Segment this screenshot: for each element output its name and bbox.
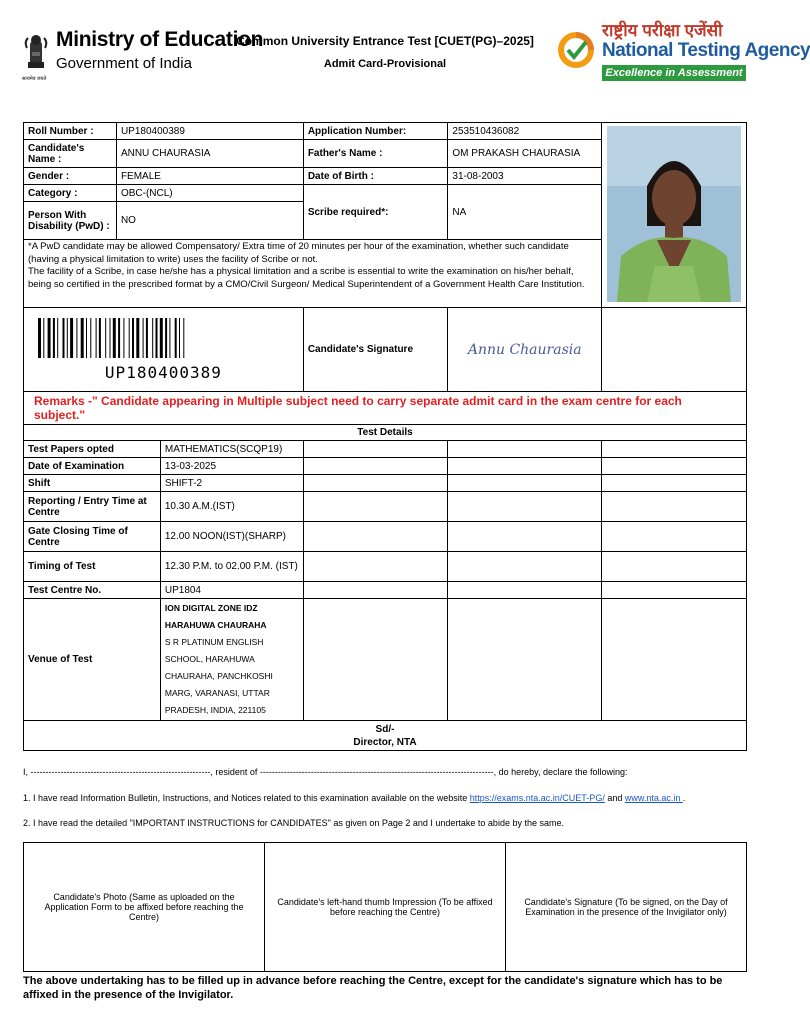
empty-cell bbox=[602, 475, 747, 492]
nta-link[interactable]: www.nta.ac.in bbox=[624, 793, 683, 803]
gate-closing-label: Gate Closing Time of Centre bbox=[24, 522, 161, 552]
roll-number-value: UP180400389 bbox=[116, 123, 303, 140]
exam-title: Common University Entrance Test [CUET(PG)–2025] bbox=[236, 34, 534, 48]
pwd-value: NO bbox=[116, 202, 303, 240]
shift-value: SHIFT-2 bbox=[160, 475, 303, 492]
empty-cell bbox=[602, 458, 747, 475]
centre-no-label: Test Centre No. bbox=[24, 582, 161, 599]
admit-card-table bbox=[23, 122, 747, 751]
test-papers-label: Test Papers opted bbox=[24, 441, 161, 458]
category-value: OBC-(NCL) bbox=[116, 185, 303, 202]
signature-label: Candidate's Signature bbox=[303, 308, 448, 392]
dob-value: 31-08-2003 bbox=[448, 168, 602, 185]
scribe-value: NA bbox=[448, 185, 602, 240]
ministry-logo bbox=[22, 22, 264, 82]
barcode-bar bbox=[96, 318, 97, 358]
barcode-bar bbox=[143, 318, 144, 358]
centre-no-value: UP1804 bbox=[160, 582, 303, 599]
barcode-bar bbox=[119, 318, 121, 358]
barcode-cell bbox=[24, 308, 304, 392]
father-name-value: OM PRAKASH CHAURASIA bbox=[448, 140, 602, 168]
gender-label: Gender : bbox=[24, 168, 117, 185]
candidate-name-label: Candidate's Name : bbox=[24, 140, 117, 168]
document-title: Admit Card-Provisional bbox=[323, 58, 447, 70]
director-signoff bbox=[24, 721, 747, 751]
barcode-bar bbox=[81, 318, 84, 358]
empty-cell bbox=[602, 582, 747, 599]
footer-note: The above undertaking has to be filled up in advance before reaching the Centre, except for the candidate's signature which has to be affixed in the presence of the Invigilator. bbox=[23, 975, 723, 1001]
photo-cell-tail bbox=[602, 308, 747, 392]
application-number-value: 253510436082 bbox=[448, 123, 602, 140]
test-details-heading: Test Details bbox=[24, 425, 747, 441]
barcode-bar bbox=[99, 318, 101, 358]
empty-cell bbox=[303, 441, 448, 458]
empty-cell bbox=[602, 599, 747, 721]
remarks: Remarks -" Candidate appearing in Multiple subject need to carry separate admit card in the exam centre for each subject." bbox=[24, 392, 747, 425]
ministry-title: Ministry of Education bbox=[56, 28, 264, 51]
barcode-bar bbox=[156, 318, 158, 358]
empty-cell bbox=[448, 582, 602, 599]
barcode-bar bbox=[175, 318, 177, 358]
candidate-name-value: ANNU CHAURASIA bbox=[116, 140, 303, 168]
barcode-bar bbox=[67, 318, 68, 358]
declaration-line-1: I, ------------------------------------------------------------, resident of ------------------------------------------------------------------------------, do hereby, declare the following: bbox=[23, 767, 628, 777]
barcode-bar bbox=[86, 318, 87, 358]
shift-label: Shift bbox=[24, 475, 161, 492]
thumb-impression-box: Candidate's left-hand thumb Impression (To be affixed before reaching the Centre) bbox=[265, 843, 506, 972]
barcode-bar bbox=[91, 318, 92, 358]
barcode-bar bbox=[71, 318, 74, 358]
photo-cell bbox=[602, 123, 747, 308]
barcode-bar bbox=[58, 318, 59, 358]
declaration-line-3: 2. I have read the detailed "IMPORTANT INSTRUCTIONS for CANDIDATES" as given on Page 2 and I undertake to abide by the same. bbox=[23, 818, 564, 828]
empty-cell bbox=[448, 441, 602, 458]
dob-label: Date of Birth : bbox=[303, 168, 448, 185]
gender-value: FEMALE bbox=[116, 168, 303, 185]
national-emblem-icon bbox=[22, 26, 50, 74]
empty-cell bbox=[602, 552, 747, 582]
empty-cell bbox=[448, 458, 602, 475]
barcode-bar bbox=[132, 318, 134, 358]
cuet-pg-link[interactable]: https://exams.nta.ac.in/CUET-PG/ bbox=[469, 793, 605, 803]
timing-value: 12.30 P.M. to 02.00 P.M. (IST) bbox=[160, 552, 303, 582]
empty-cell bbox=[448, 552, 602, 582]
director-text: Director, NTA bbox=[353, 736, 417, 748]
father-name-label: Father's Name : bbox=[303, 140, 448, 168]
scribe-label: Scribe required*: bbox=[303, 185, 448, 240]
roll-number-label: Roll Number : bbox=[24, 123, 117, 140]
barcode-bar bbox=[106, 318, 107, 358]
declaration-line-2 bbox=[23, 793, 685, 803]
application-number-label: Application Number: bbox=[303, 123, 448, 140]
candidate-signature: Annu Chaurasia bbox=[467, 341, 582, 358]
sd-text: Sd/- bbox=[375, 723, 395, 735]
barcode-text: UP180400389 bbox=[104, 362, 222, 382]
empty-cell bbox=[448, 475, 602, 492]
empty-cell bbox=[602, 492, 747, 522]
pwd-label: Person With Disability (PwD) : bbox=[24, 202, 117, 240]
emblem-caption: सत्यमेव जयते bbox=[22, 76, 47, 82]
barcode-bar bbox=[129, 318, 130, 358]
barcode-bar bbox=[146, 318, 148, 358]
barcode-bar bbox=[38, 318, 41, 358]
signature-cell bbox=[448, 308, 602, 392]
empty-cell bbox=[303, 599, 448, 721]
empty-cell bbox=[303, 458, 448, 475]
gate-closing-value: 12.00 NOON(IST)(SHARP) bbox=[160, 522, 303, 552]
category-label: Category : bbox=[24, 185, 117, 202]
barcode-bar bbox=[63, 318, 65, 358]
barcode-bar bbox=[44, 318, 45, 358]
barcode-bar bbox=[53, 318, 55, 358]
venue-address: S R PLATINUM ENGLISH SCHOOL, HARAHUWA CHAURAHA, PANCHKOSHI MARG, VARANASI, UTTAR PRADESH, INDIA, 221105 bbox=[164, 637, 273, 715]
barcode-bar bbox=[184, 318, 185, 358]
barcode-bar bbox=[153, 318, 154, 358]
period-text: . bbox=[682, 793, 686, 803]
ministry-subtitle: Government of India bbox=[56, 55, 192, 72]
declaration-line-2-text: 1. I have read Information Bulletin, Instructions, and Notices related to this examination available on the website bbox=[23, 793, 470, 803]
barcode-bar bbox=[137, 318, 140, 358]
undertaking-boxes bbox=[23, 842, 747, 972]
empty-cell bbox=[303, 582, 448, 599]
venue-value bbox=[160, 599, 303, 721]
empty-cell bbox=[303, 552, 448, 582]
signature-box: Candidate's Signature (To be signed, on the Day of Examination in the presence of the Invigilator only) bbox=[506, 843, 747, 972]
empty-cell bbox=[303, 492, 448, 522]
barcode-bar bbox=[113, 318, 116, 358]
empty-cell bbox=[448, 599, 602, 721]
nta-name: National Testing Agency bbox=[602, 40, 810, 61]
empty-cell bbox=[448, 492, 602, 522]
nta-tagline: Excellence in Assessment bbox=[602, 65, 746, 81]
nta-hindi-name: राष्ट्रीय परीक्षा एजेंसी bbox=[602, 21, 723, 40]
pwd-note: *A PwD candidate may be allowed Compensatory/ Extra time of 20 minutes per hour of the examination, whether such candidate (having a physical limitation to write) uses the facility of Scribe or not. The facility of a Scribe, in case he/she has a physical limitation and a scribe is essential to write the examination on his/her behalf, being so certified in the prescribed format by a CMO/Civil Surgeon/ Medical Superintendent of a Government Health Care Institution. bbox=[24, 240, 602, 308]
barcode bbox=[38, 318, 288, 358]
candidate-photo bbox=[607, 126, 741, 302]
barcode-bar bbox=[77, 318, 78, 358]
reporting-time-label: Reporting / Entry Time at Centre bbox=[24, 492, 161, 522]
nta-logo bbox=[556, 18, 810, 84]
barcode-bar bbox=[124, 318, 125, 358]
and-text: and bbox=[604, 793, 625, 803]
header-center bbox=[222, 34, 548, 70]
empty-cell bbox=[602, 441, 747, 458]
empty-cell bbox=[303, 522, 448, 552]
empty-cell bbox=[303, 475, 448, 492]
barcode-bar bbox=[48, 318, 51, 358]
test-papers-value: MATHEMATICS(SCQP19) bbox=[160, 441, 303, 458]
timing-label: Timing of Test bbox=[24, 552, 161, 582]
venue-name: ION DIGITAL ZONE IDZ HARAHUWA CHAURAHA bbox=[164, 603, 267, 630]
reporting-time-value: 10.30 A.M.(IST) bbox=[160, 492, 303, 522]
venue-label: Venue of Test bbox=[24, 599, 161, 721]
barcode-bar bbox=[170, 318, 171, 358]
nta-check-icon bbox=[556, 30, 596, 70]
barcode-bar bbox=[179, 318, 180, 358]
photo-box: Candidate's Photo (Same as uploaded on the Application Form to be affixed before reaching the Centre) bbox=[24, 843, 265, 972]
barcode-bar bbox=[160, 318, 163, 358]
barcode-bar bbox=[110, 318, 111, 358]
exam-date-value: 13-03-2025 bbox=[160, 458, 303, 475]
empty-cell bbox=[448, 522, 602, 552]
barcode-bar bbox=[166, 318, 168, 358]
empty-cell bbox=[602, 522, 747, 552]
exam-date-label: Date of Examination bbox=[24, 458, 161, 475]
